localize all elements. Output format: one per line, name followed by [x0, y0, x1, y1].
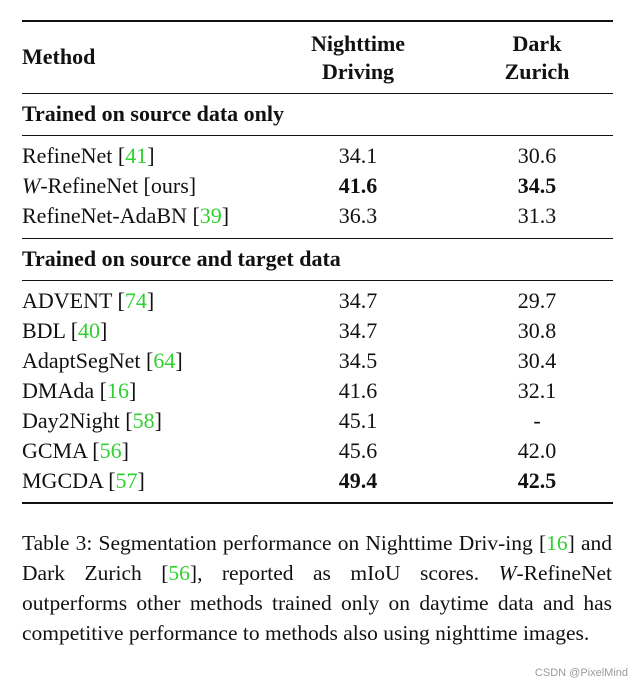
- citation-link[interactable]: 74: [124, 288, 147, 313]
- row-value-darkzurich: -: [533, 408, 541, 433]
- row-method-mgcda: MGCDA [57]: [22, 468, 145, 493]
- citation-link[interactable]: 58: [132, 408, 155, 433]
- section2-rule: [22, 280, 613, 281]
- row-value-nighttime: 41.6: [338, 378, 378, 403]
- row-value-darkzurich: 30.8: [517, 318, 557, 343]
- row-value-nighttime: 34.7: [338, 318, 378, 343]
- row-method-day2night: Day2Night [58]: [22, 408, 162, 433]
- dark-zurich-header: [437, 30, 637, 86]
- dark-zurich-header-line1: Dark: [512, 31, 562, 56]
- row-value-nighttime: 34.1: [338, 143, 378, 168]
- top-rule: [22, 20, 613, 22]
- watermark: CSDN @PixelMind: [534, 667, 628, 679]
- section-title-source-only: Trained on source data only: [22, 101, 284, 126]
- table-caption: Table 3: Segmentation performance on Nighttime Driv-ing [16] and Dark Zurich [56], reported as mIoU scores. W-RefineNet outperforms other methods trained only on daytime data and has competitive performance to methods also using nighttime images.: [22, 531, 612, 645]
- row-value-darkzurich: 32.1: [517, 378, 557, 403]
- mid-rule: [22, 238, 613, 239]
- row-value-nighttime: 36.3: [338, 203, 378, 228]
- section1-rule: [22, 135, 613, 136]
- citation-link[interactable]: 41: [125, 143, 148, 168]
- row-method-bdl: BDL [40]: [22, 318, 108, 343]
- row-method-w-refinenet: W-RefineNet [ours]: [22, 173, 197, 198]
- row-value-darkzurich: 34.5: [517, 173, 557, 198]
- row-method-adaptsegnet: AdaptSegNet [64]: [22, 348, 183, 373]
- row-method-refinenet: RefineNet [41]: [22, 143, 155, 168]
- bottom-rule: [22, 502, 613, 504]
- section-title-source-target: Trained on source and target data: [22, 246, 341, 271]
- row-value-nighttime: 45.6: [338, 438, 378, 463]
- citation-link[interactable]: 56: [99, 438, 122, 463]
- row-value-darkzurich: 42.0: [517, 438, 557, 463]
- row-value-darkzurich: 29.7: [517, 288, 557, 313]
- row-value-nighttime: 49.4: [338, 468, 378, 493]
- row-value-darkzurich: 42.5: [517, 468, 557, 493]
- row-value-nighttime: 41.6: [338, 173, 378, 198]
- row-value-darkzurich: 31.3: [517, 203, 557, 228]
- nighttime-driving-header: [258, 30, 458, 86]
- citation-link[interactable]: 64: [153, 348, 176, 373]
- row-value-nighttime: 45.1: [338, 408, 378, 433]
- citation-link[interactable]: 16: [546, 531, 568, 555]
- row-value-nighttime: 34.5: [338, 348, 378, 373]
- citation-link[interactable]: 39: [199, 203, 222, 228]
- row-method-gcma: GCMA [56]: [22, 438, 129, 463]
- citation-link[interactable]: 16: [106, 378, 129, 403]
- nighttime-header-line1: Nighttime: [310, 31, 406, 56]
- citation-link[interactable]: 56: [168, 561, 190, 585]
- header-rule: [22, 93, 613, 94]
- method-header: Method: [22, 44, 96, 69]
- citation-link[interactable]: 57: [115, 468, 138, 493]
- citation-link[interactable]: 40: [78, 318, 101, 343]
- row-method-advent: ADVENT [74]: [22, 288, 155, 313]
- row-method-refinenet-adabn: RefineNet-AdaBN [39]: [22, 203, 230, 228]
- row-method-dmada: DMAda [16]: [22, 378, 137, 403]
- row-value-nighttime: 34.7: [338, 288, 378, 313]
- nighttime-header-line2: Driving: [321, 59, 395, 84]
- row-value-darkzurich: 30.4: [517, 348, 557, 373]
- dark-zurich-header-line2: Zurich: [504, 59, 570, 84]
- row-value-darkzurich: 30.6: [517, 143, 557, 168]
